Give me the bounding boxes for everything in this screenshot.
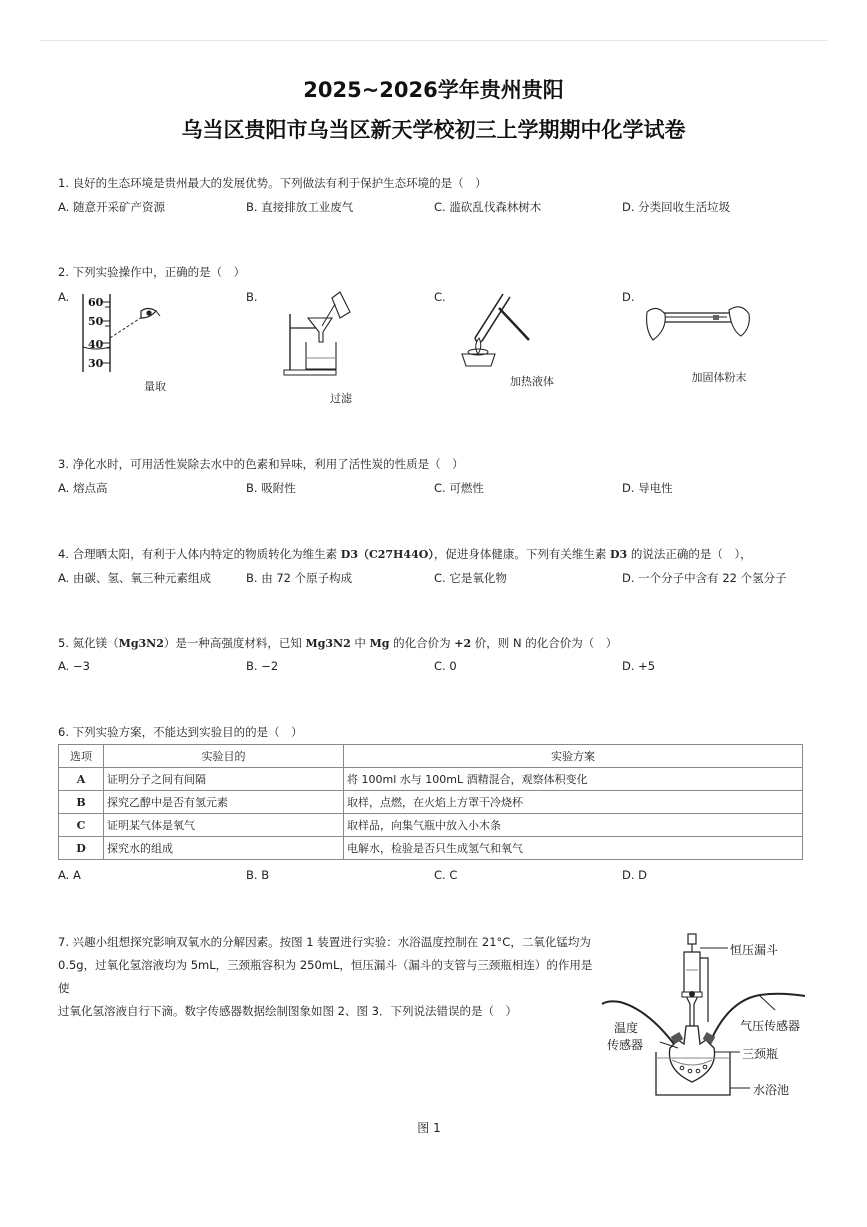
question-7-line-1: 7. 兴趣小组想探究影响双氧水的分解因素。按图 1 装置进行实验：水浴温度控制在 21°C，二氧化锰均为 (58, 935, 591, 949)
table-cell: 取样品，向集气瓶中放入小木条 (344, 814, 803, 837)
table-cell: D (59, 837, 104, 860)
question-5-stem-part: 中 (350, 636, 370, 650)
question-1-option-b: B. 直接排放工业废气 (246, 200, 354, 214)
vitamin-d3-name: D3 (609, 548, 628, 561)
cylinder-tick-50: 50 (88, 315, 104, 328)
table-header: 实验方案 (344, 745, 803, 768)
caption-heat-liquid: 加热液体 (510, 375, 554, 388)
page-title-line-2: 乌当区贵阳市乌当区新天学校初三上学期期中化学试卷 (181, 118, 686, 142)
page-title-line-1: 2025~2026学年贵州贵阳 (303, 78, 564, 102)
question-2-label-a: A. (58, 290, 70, 304)
question-5-option-c: C. 0 (434, 659, 457, 673)
question-4-stem (58, 546, 752, 563)
question-2-label-c: C. (434, 290, 446, 304)
question-5-stem-part: 价，则 N 的化合价为（ ） (471, 636, 618, 650)
question-3-stem: 3. 净化水时，可用活性炭除去水中的色素和异味，利用了活性炭的性质是（ ） (58, 457, 464, 471)
question-4-option-a: A. 由碳、氢、氧三种元素组成 (58, 571, 211, 585)
question-2-label-d: D. (622, 290, 635, 304)
label-funnel: 恒压漏斗 (730, 943, 779, 957)
table-cell: 证明某气体是氧气 (104, 814, 344, 837)
question-4-stem-part: 4. 合理晒太阳，有利于人体内特定的物质转化为维生素 (58, 547, 341, 561)
question-4-option-b: B. 由 72 个原子构成 (246, 571, 353, 585)
caption-add-powder: 加固体粉末 (691, 371, 747, 384)
table-cell: 将 100ml 水与 100mL 酒精混合，观察体积变化 (344, 768, 803, 791)
question-3-option-a: A. 熔点高 (58, 481, 108, 495)
question-5-stem (58, 635, 617, 652)
question-5-option-d: D. +5 (622, 659, 656, 673)
caption-measure: 量取 (144, 380, 166, 393)
question-7-stem (58, 931, 603, 1023)
question-5-stem-part: ）是一种高强度材料，已知 (163, 636, 306, 650)
question-2-label-b: B. (246, 290, 258, 304)
valence-value: +2 (454, 637, 472, 650)
table-row (59, 837, 803, 860)
question-6-option-c: C. C (434, 868, 458, 882)
question-5-option-b: B. −2 (246, 659, 279, 673)
magnesium-symbol: Mg (369, 637, 390, 650)
question-6-option-a: A. A (58, 868, 81, 882)
question-3-option-c: C. 可燃性 (434, 481, 484, 495)
question-6-stem: 6. 下列实验方案，不能达到实验目的的是（ ） (58, 725, 303, 739)
table-cell: B (59, 791, 104, 814)
table-header: 选项 (59, 745, 104, 768)
question-4-option-c: C. 它是氧化物 (434, 571, 507, 585)
question-3-option-b: B. 吸附性 (246, 481, 296, 495)
table-cell: 探究乙醇中是否有氢元素 (104, 791, 344, 814)
cylinder-tick-40: 40 (88, 338, 104, 351)
question-7-line-2: 0.5g，过氧化氢溶液均为 5mL，三颈瓶容积为 250mL，恒压漏斗（漏斗的支管与三颈瓶相连）的作用是使 (58, 958, 593, 995)
question-1-stem: 1. 良好的生态环境是贵州最大的发展优势。下列做法有利于保护生态环境的是（ ） (58, 176, 487, 190)
cylinder-tick-30: 30 (88, 357, 104, 370)
cylinder-tick-60: 60 (88, 296, 104, 309)
question-4-option-d: D. 一个分子中含有 22 个氢分子 (622, 571, 787, 585)
table-cell: 取样，点燃，在火焰上方罩干冷烧杯 (344, 791, 803, 814)
label-sensor: 传感器 (607, 1038, 644, 1052)
table-row (59, 814, 803, 837)
question-6-option-b: B. B (246, 868, 270, 882)
top-divider (40, 40, 827, 41)
question-1-option-c: C. 滥砍乱伐森林树木 (434, 200, 542, 214)
vitamin-d3-formula: D3（C27H44O） (340, 548, 434, 561)
figure-1-caption: 图 1 (417, 1121, 441, 1135)
question-7-line-3: 过氧化氢溶液自行下滴。数字传感器数据绘制图象如图 2、图 3．下列说法错误的是（ ） (58, 1004, 517, 1018)
question-5-stem-part: 5. 氮化镁（ (58, 636, 119, 650)
table-cell: 电解水，检验是否只生成氢气和氧气 (344, 837, 803, 860)
table-cell: A (59, 768, 104, 791)
table-row (59, 791, 803, 814)
label-water-bath: 水浴池 (753, 1083, 790, 1097)
magnesium-nitride-formula: Mg3N2 (118, 637, 164, 650)
table-header-row (59, 745, 803, 768)
question-3-option-d: D. 导电性 (622, 481, 673, 495)
table-row (59, 768, 803, 791)
question-4-stem-part: 的说法正确的是（ ）， (627, 547, 752, 561)
table-cell: 证明分子之间有间隔 (104, 768, 344, 791)
table-header: 实验目的 (104, 745, 344, 768)
question-1-option-a: A. 随意开采矿产资源 (58, 200, 165, 214)
question-1-option-d: D. 分类回收生活垃圾 (622, 200, 731, 214)
question-5-option-a: A. −3 (58, 659, 90, 673)
label-temperature: 温度 (614, 1021, 639, 1035)
question-6-option-d: D. D (622, 868, 648, 882)
question-5-stem-part: 的化合价为 (389, 636, 455, 650)
question-2-stem: 2. 下列实验操作中，正确的是（ ） (58, 265, 246, 279)
eye-icon (146, 310, 151, 315)
heating-liquid-figure (455, 288, 545, 368)
caption-filter: 过滤 (330, 392, 352, 405)
adding-powder-figure (645, 300, 755, 360)
filtration-figure (280, 290, 360, 380)
experiment-table (58, 744, 803, 860)
question-4-stem-part: ，促进身体健康。下列有关维生素 (433, 547, 610, 561)
label-flask: 三颈瓶 (742, 1047, 779, 1061)
magnesium-nitride-formula: Mg3N2 (305, 637, 351, 650)
label-pressure-sensor: 气压传感器 (740, 1019, 801, 1033)
table-cell: 探究水的组成 (104, 837, 344, 860)
table-cell: C (59, 814, 104, 837)
